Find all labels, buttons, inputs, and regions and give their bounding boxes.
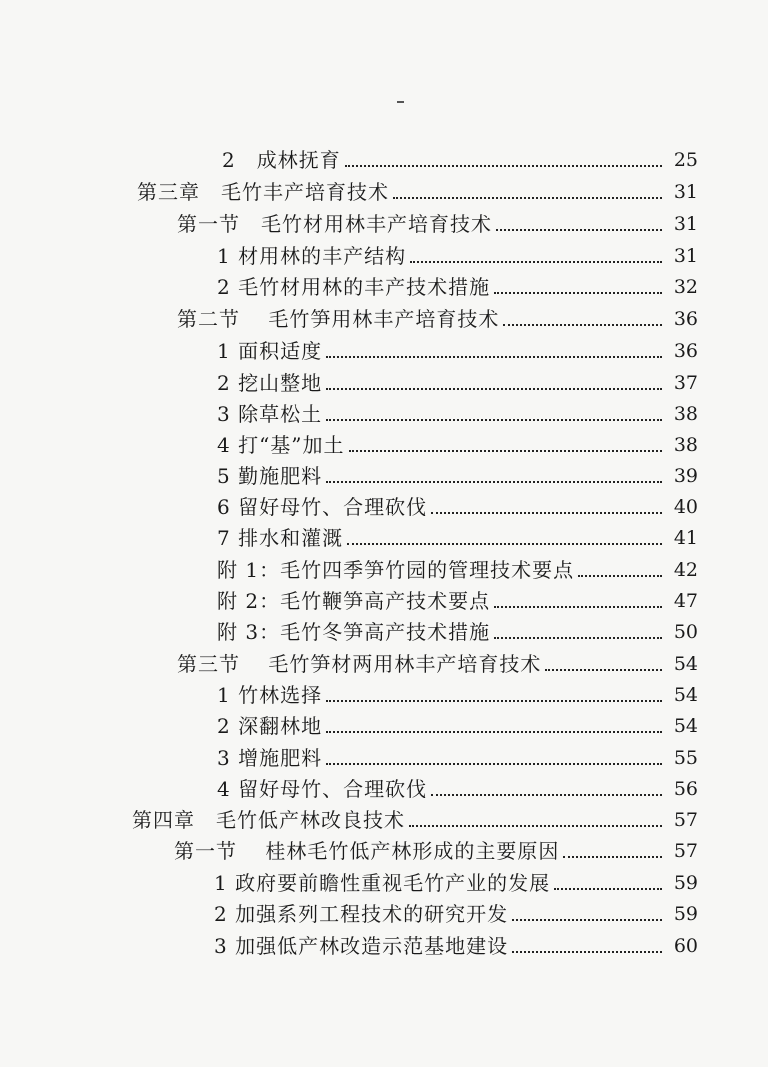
dot-leader <box>349 450 662 452</box>
toc-page-number: 40 <box>673 496 698 518</box>
toc-entry-title: 2 加强系列工程技术的研究开发 <box>214 902 509 926</box>
toc-entry-title: 2 成林抚育 <box>222 148 341 172</box>
dot-leader <box>326 419 662 421</box>
toc-entry-title: 第三节 毛竹笋材两用林丰产培育技术 <box>177 652 542 676</box>
dot-leader <box>554 888 662 890</box>
toc-entry <box>174 836 698 866</box>
toc-entry <box>217 774 698 804</box>
toc-entry-title: 4 打“基”加土 <box>217 433 345 457</box>
toc-entry-title: 3 除草松土 <box>217 402 323 426</box>
toc-entry <box>214 899 698 929</box>
toc-page-number: 31 <box>673 181 698 203</box>
toc-entry-title: 附 2：毛竹鞭笋高产技术要点 <box>217 589 491 613</box>
toc-entry <box>217 368 698 398</box>
dot-leader <box>496 229 662 231</box>
toc-page-number: 38 <box>673 403 698 425</box>
toc-entry <box>137 177 698 207</box>
dot-leader <box>494 637 662 639</box>
toc-entry-title: 1 面积适度 <box>217 339 323 363</box>
dot-leader <box>347 543 662 545</box>
toc-entry <box>177 649 698 679</box>
toc-entry <box>222 145 698 175</box>
dot-leader <box>545 669 662 671</box>
toc-page-number: 31 <box>673 213 698 235</box>
dot-leader <box>512 951 662 953</box>
toc-page-number: 57 <box>673 840 698 862</box>
toc-entry-title: 2 挖山整地 <box>217 371 323 395</box>
toc-entry <box>217 399 698 429</box>
dot-leader <box>326 763 662 765</box>
toc-entry <box>217 336 698 366</box>
toc-entry <box>217 272 698 302</box>
toc-entry-title: 1 材用林的丰产结构 <box>217 244 407 268</box>
toc-page-number: 59 <box>673 872 698 894</box>
toc-entry <box>217 492 698 522</box>
dot-leader <box>326 388 662 390</box>
toc-entry-title: 3 加强低产林改造示范基地建设 <box>214 934 509 958</box>
toc-entry <box>217 617 698 647</box>
toc-entry-title: 4 留好母竹、合理砍伐 <box>217 777 428 801</box>
toc-entry <box>217 523 698 553</box>
toc-entry-title: 附 3：毛竹冬笋高产技术措施 <box>217 620 491 644</box>
dot-leader <box>409 825 662 827</box>
dot-leader <box>393 197 662 199</box>
toc-entry <box>217 680 698 710</box>
dot-leader <box>494 606 662 608</box>
toc-entry-title: 第二节 毛竹笋用林丰产培育技术 <box>177 307 500 331</box>
dot-leader <box>326 356 662 358</box>
toc-entry-title: 3 增施肥料 <box>217 746 323 770</box>
toc-page-number: 36 <box>673 340 698 362</box>
toc-entry-title: 第一节 桂林毛竹低产林形成的主要原因 <box>174 839 560 863</box>
toc-page-number: 47 <box>673 590 698 612</box>
toc-page-number: 31 <box>673 245 698 267</box>
toc-page-number: 60 <box>673 935 698 957</box>
toc-entry-title: 1 竹林选择 <box>217 683 323 707</box>
toc-page-number: 42 <box>673 559 698 581</box>
toc-entry <box>217 461 698 491</box>
scan-mark <box>397 101 404 103</box>
toc-entry <box>214 868 698 898</box>
toc-entry-title: 附 1：毛竹四季笋竹园的管理技术要点 <box>217 558 575 582</box>
dot-leader <box>326 481 662 483</box>
toc-page-number: 32 <box>673 276 698 298</box>
toc-entry <box>217 241 698 271</box>
toc-entry-title: 6 留好母竹、合理砍伐 <box>217 495 428 519</box>
dot-leader <box>503 324 662 326</box>
toc-entry <box>177 209 698 239</box>
toc-entry <box>217 711 698 741</box>
toc-entry-title: 2 毛竹材用林的丰产技术措施 <box>217 275 491 299</box>
dot-leader <box>345 165 662 167</box>
dot-leader <box>431 794 662 796</box>
toc-page-number: 55 <box>673 747 698 769</box>
toc-entry-title: 第三章 毛竹丰产培育技术 <box>137 180 389 204</box>
toc-entry <box>214 931 698 961</box>
toc-entry <box>177 304 698 334</box>
dot-leader <box>326 731 662 733</box>
toc-page-number: 56 <box>673 778 698 800</box>
toc-entry-title: 7 排水和灌溉 <box>217 526 344 550</box>
toc-page-number: 25 <box>673 149 698 171</box>
dot-leader <box>410 261 662 263</box>
toc-page-number: 39 <box>673 465 698 487</box>
toc-page-number: 36 <box>673 308 698 330</box>
toc-page-number: 50 <box>673 621 698 643</box>
toc-page-number: 38 <box>673 434 698 456</box>
toc-page-number: 37 <box>673 372 698 394</box>
toc-entry <box>217 586 698 616</box>
toc-page-number: 54 <box>673 684 698 706</box>
toc-entry <box>132 805 698 835</box>
toc-page-number: 54 <box>673 715 698 737</box>
toc-entry-title: 第一节 毛竹材用林丰产培育技术 <box>177 212 492 236</box>
dot-leader <box>563 856 662 858</box>
toc-entry <box>217 743 698 773</box>
dot-leader <box>512 919 662 921</box>
toc-page-number: 59 <box>673 903 698 925</box>
toc-entry <box>217 555 698 585</box>
toc-entry-title: 第四章 毛竹低产林改良技术 <box>132 808 405 832</box>
toc-entry-title: 2 深翻林地 <box>217 714 323 738</box>
dot-leader <box>326 700 662 702</box>
dot-leader <box>494 292 662 294</box>
toc-page-number: 54 <box>673 653 698 675</box>
dot-leader <box>431 512 662 514</box>
dot-leader <box>578 575 662 577</box>
toc-entry-title: 5 勤施肥料 <box>217 464 323 488</box>
toc-entry <box>217 430 698 460</box>
toc-page-number: 57 <box>673 809 698 831</box>
toc-page-number: 41 <box>673 527 698 549</box>
toc-entry-title: 1 政府要前瞻性重视毛竹产业的发展 <box>214 871 551 895</box>
